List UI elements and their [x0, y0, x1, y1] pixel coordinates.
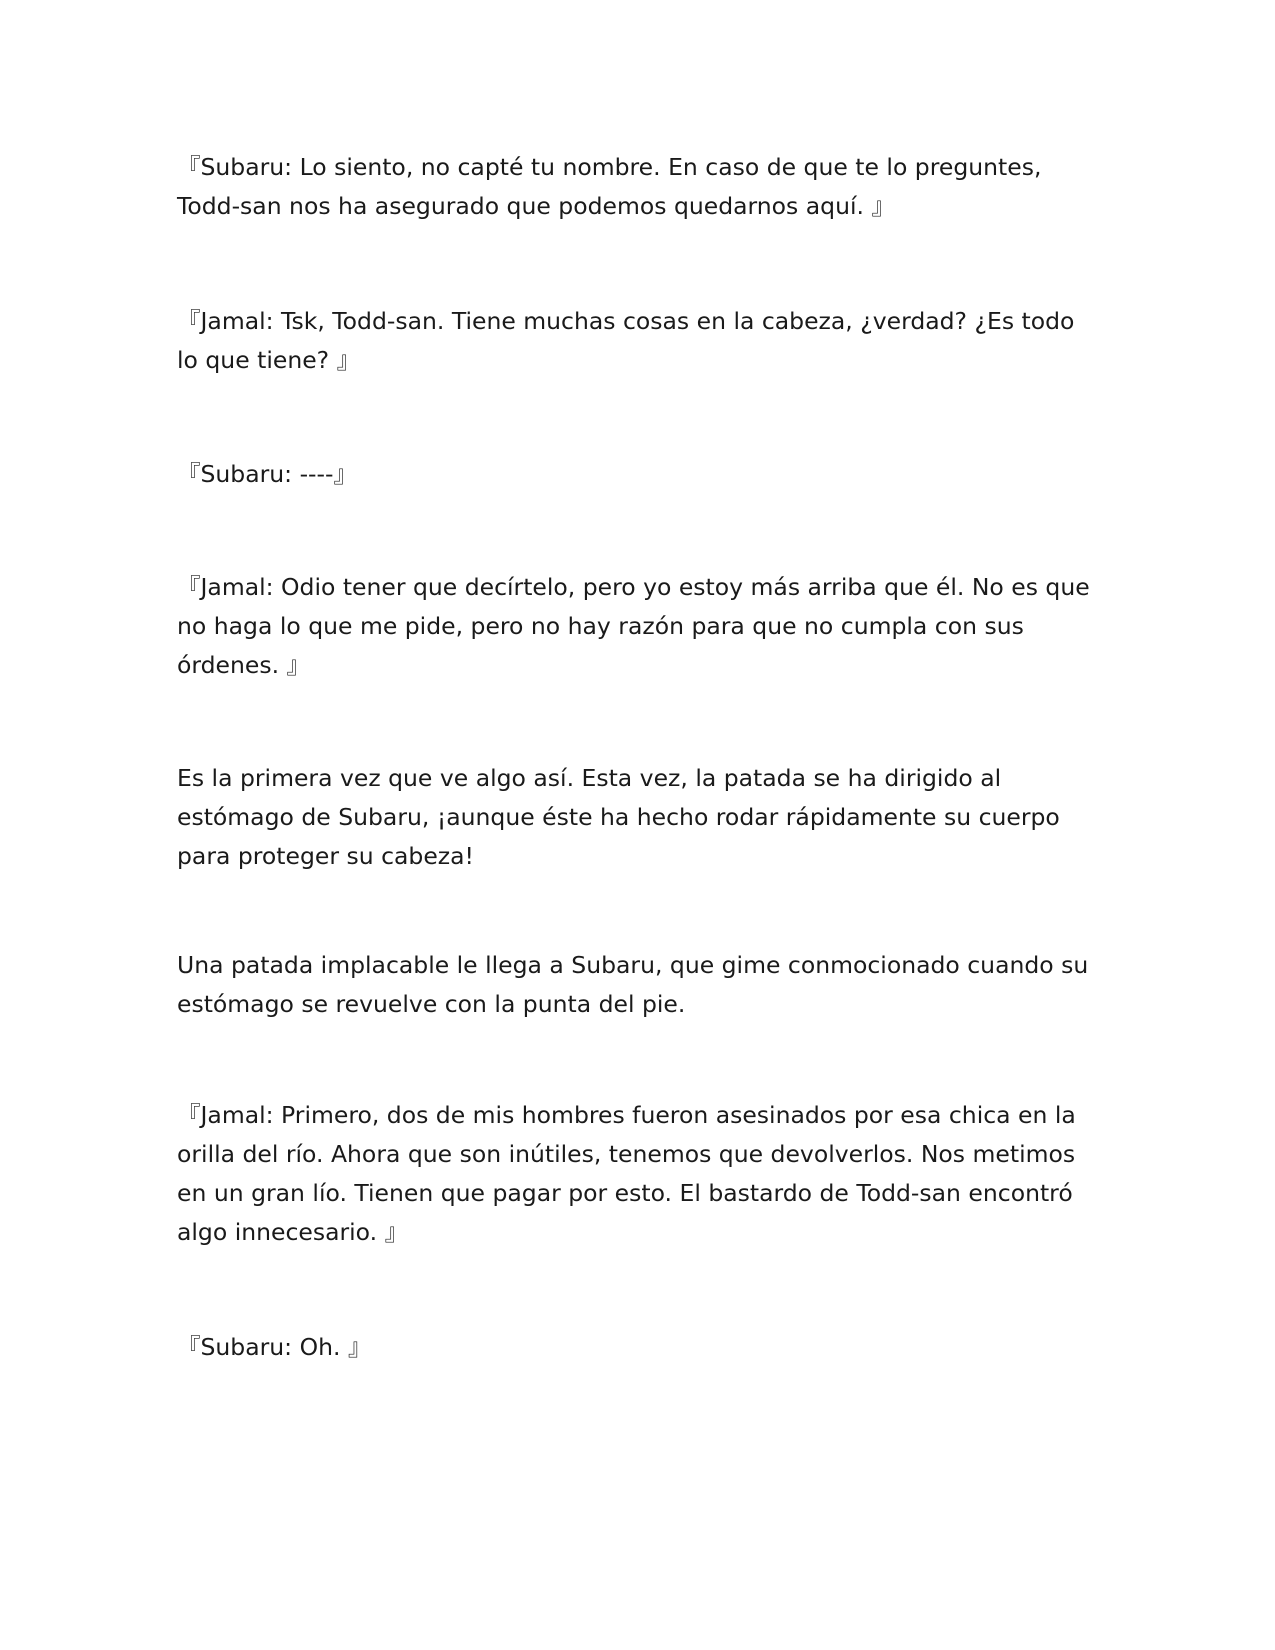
dialogue-subaru-2: 『Subaru: ----』: [177, 460, 357, 488]
dialogue-subaru-3: 『Subaru: Oh. 』: [177, 1333, 372, 1361]
dialogue-jamal-2: 『Jamal: Odio tener que decírtelo, pero yo estoy más arriba que él. No es que no haga lo que me pide, pero no hay razón para que no cumpla con sus órdenes. 』: [177, 573, 1090, 679]
dialogue-subaru-1: 『Subaru: Lo siento, no capté tu nombre. En caso de que te lo preguntes, Todd-san nos ha asegurado que podemos quedarnos aquí. 』: [177, 153, 1042, 220]
dialogue-jamal-1: 『Jamal: Tsk, Todd-san. Tiene muchas cosas en la cabeza, ¿verdad? ¿Es todo lo que tiene? 』: [177, 307, 1075, 374]
narration-2: Una patada implacable le llega a Subaru, que gime conmocionado cuando su estómago se revuelve con la punta del pie.: [177, 951, 1089, 1018]
narration-1: Es la primera vez que ve algo así. Esta vez, la patada se ha dirigido al estómago de Subaru, ¡aunque éste ha hecho rodar rápidamente su cuerpo para proteger su cabeza!: [177, 764, 1060, 870]
dialogue-jamal-3: 『Jamal: Primero, dos de mis hombres fueron asesinados por esa chica en la orilla del río. Ahora que son inútiles, tenemos que devolverlos. Nos metimos en un gran lío. Tienen que pagar por esto. El bastardo de Todd-san encontró algo innecesario. 』: [177, 1101, 1076, 1246]
